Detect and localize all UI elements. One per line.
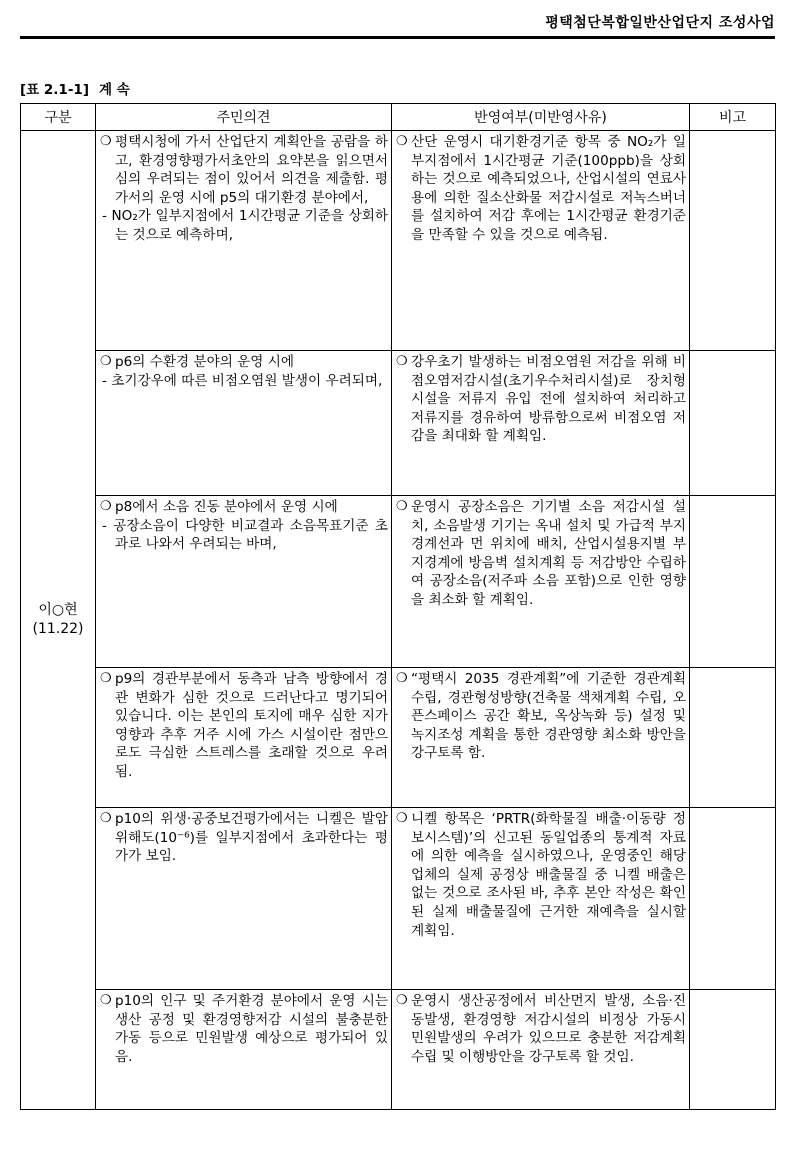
table-row bbox=[21, 496, 776, 668]
remarks-cell bbox=[690, 351, 776, 496]
table-header-row bbox=[21, 104, 776, 131]
speaker-cell bbox=[21, 131, 96, 1110]
remarks-cell bbox=[690, 496, 776, 668]
speaker-date: (11.22) bbox=[32, 621, 84, 637]
opinion-text: p10의 위생·공중보건평가에서는 니켈은 발암위해도(10⁻⁶)를 일부지점에서 초과한다는 평가가 보임. bbox=[115, 811, 388, 865]
table-row bbox=[21, 131, 776, 351]
bullet-icon: ❍ bbox=[396, 671, 408, 686]
speaker-name: 이○현 bbox=[38, 602, 78, 618]
bullet-icon: ❍ bbox=[396, 811, 408, 826]
header-remarks: 비고 bbox=[690, 104, 776, 131]
opinion-cell bbox=[96, 351, 392, 496]
bullet-icon: ❍ bbox=[396, 993, 408, 1008]
bullet-icon: ❍ bbox=[100, 134, 112, 149]
opinion-cell bbox=[96, 496, 392, 668]
opinion-text: p6의 수환경 분야의 운영 시에 bbox=[115, 354, 295, 370]
bullet-icon: ❍ bbox=[396, 354, 408, 369]
bullet-icon: ❍ bbox=[100, 499, 112, 514]
opinion-cell bbox=[96, 131, 392, 351]
opinion-subitem: - NO₂가 일부지점에서 1시간평균 기준을 상회하는 것으로 예측하며, bbox=[102, 208, 388, 243]
table-row bbox=[21, 808, 776, 990]
opinion-subitem: - 초기강우에 따른 비점오염원 발생이 우려되며, bbox=[102, 372, 383, 389]
remarks-cell bbox=[690, 131, 776, 351]
response-cell bbox=[392, 131, 690, 351]
bullet-icon: ❍ bbox=[100, 811, 112, 826]
table-row bbox=[21, 990, 776, 1110]
opinion-table bbox=[20, 103, 776, 1110]
table-row bbox=[21, 351, 776, 496]
response-text: 니켈 항목은 ‘PRTR(화학물질 배출·이동량 정보시스템)’의 신고된 동일업종의 통계적 자료에 의한 예측을 실시하였으나, 운영중인 해당업체의 실제 공정상 배출물질 중 니켈 배출은 없는 것으로 조사된 바, 추후 본안 작성은 확인된 실제 배출물질에 근거한 재예측을 실시할 계획임. bbox=[411, 811, 686, 939]
table-number: [표 2.1-1] bbox=[20, 82, 89, 98]
header-opinion: 주민의견 bbox=[96, 104, 392, 131]
header-rule bbox=[20, 36, 775, 39]
bullet-icon: ❍ bbox=[100, 993, 112, 1008]
opinion-cell bbox=[96, 808, 392, 990]
opinion-text: p8에서 소음 진동 분야에서 운영 시에 bbox=[115, 499, 338, 515]
remarks-cell bbox=[690, 990, 776, 1110]
opinion-subitem: - 공장소음이 다양한 비교결과 소음목표기준 초과로 나와서 우려되는 바며, bbox=[102, 517, 388, 553]
response-cell bbox=[392, 990, 690, 1110]
header-category: 구분 bbox=[21, 104, 96, 131]
opinion-text: p10의 인구 및 주거환경 분야에서 운영 시는 생산 공정 및 환경영향저감 시설의 불충분한 가동 등으로 민원발생 예상으로 평가되어 있음. bbox=[115, 993, 388, 1065]
response-text: 강우초기 발생하는 비점오염원 저감을 위해 비점오염저감시설(초기우수처리시설)로 장치형 시설을 저류지 유입 전에 설치하여 처리하고 저류지를 경유하여 방류함으로써 비점오염 저감을 최대화 할 계획임. bbox=[411, 354, 686, 445]
response-text: 운영시 공장소음은 기기별 소음 저감시설 설치, 소음발생 기기는 옥내 설치 및 가급적 부지경계선과 먼 위치에 배치, 산업시설용지별 부지경계에 방음벽 설치계획 등 저감방안 수립하여 공장소음(저주파 소음 포함)으로 인한 영향을 최소화 할 계획임. bbox=[411, 499, 686, 608]
opinion-text: 평택시청에 가서 산업단지 계획안을 공람을 하고, 환경영향평가서초안의 요약본을 읽으면서 심의 우려되는 점이 있어서 의견을 제출함. 평가서의 운영 시에 p5의 대기환경 분야에서, bbox=[115, 134, 388, 206]
table-continued-label: 계 속 bbox=[99, 82, 130, 98]
bullet-icon: ❍ bbox=[396, 134, 408, 149]
remarks-cell bbox=[690, 808, 776, 990]
bullet-icon: ❍ bbox=[396, 499, 408, 514]
table-caption bbox=[20, 78, 130, 98]
header-response: 반영여부(미반영사유) bbox=[392, 104, 690, 131]
opinion-cell bbox=[96, 668, 392, 808]
document-header-title: 평택첨단복합일반산업단지 조성사업 bbox=[545, 15, 775, 31]
opinion-text: p9의 경관부분에서 동측과 남측 방향에서 경관 변화가 심한 것으로 드러난다고 명기되어 있습니다. 이는 본인의 토지에 매우 심한 지가 영향과 추후 거주 시에 가스 시설이란 점만으로도 극심한 스트레스를 초래할 것으로 우려됨. bbox=[115, 671, 388, 780]
response-text: 운영시 생산공정에서 비산먼지 발생, 소음·진동발생, 환경영향 저감시설의 비정상 가동시 민원발생의 우려가 있으므로 충분한 저감계획 수립 및 이행방안을 강구토록 할 것임. bbox=[411, 993, 686, 1065]
table-row bbox=[21, 668, 776, 808]
opinion-cell bbox=[96, 990, 392, 1110]
bullet-icon: ❍ bbox=[100, 354, 112, 369]
response-text: “평택시 2035 경관계획”에 기준한 경관계획 수립, 경관형성방향(건축물 색채계획 수립, 오픈스페이스 공간 확보, 옥상녹화 등) 설정 및 녹지조성 계획을 통한 경관영향 최소화 방안을 강구토록 함. bbox=[411, 671, 686, 762]
remarks-cell bbox=[690, 668, 776, 808]
response-cell bbox=[392, 668, 690, 808]
response-text: 산단 운영시 대기환경기준 항목 중 NO₂가 일부지점에서 1시간평균 기준(100ppb)을 상회하는 것으로 예측되었으나, 산업시설의 연료사용에 의한 질소산화물 저감시설로 저녹스버너를 설치하여 저감 후에는 1시간평균 환경기준을 만족할 수 있을 것으로 예측됨. bbox=[411, 134, 686, 243]
response-cell bbox=[392, 496, 690, 668]
response-cell bbox=[392, 808, 690, 990]
bullet-icon: ❍ bbox=[100, 671, 112, 686]
response-cell bbox=[392, 351, 690, 496]
